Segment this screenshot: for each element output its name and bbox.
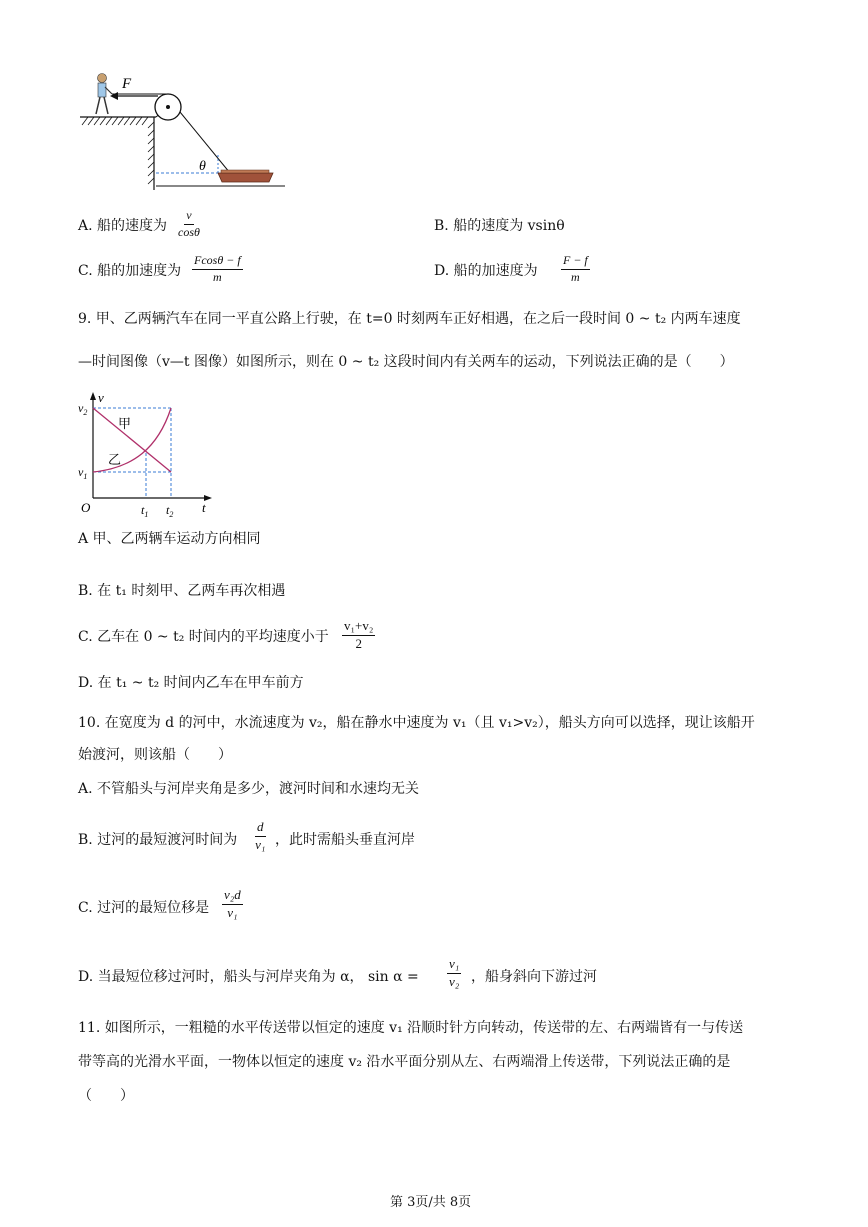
q10-option-d-fraction: $\frac{\text{v₁}}{\text{v₂}}$ — [449, 956, 460, 989]
q8-option-c[interactable]: C. 船的加速度为 — [78, 263, 182, 279]
q10-option-d-suffix: ，船身斜向下游过河 — [471, 969, 597, 985]
pulley-boat-figure — [78, 70, 293, 195]
q9-option-a[interactable]: A 甲、乙两辆车运动方向相同 — [78, 531, 261, 547]
q10-option-c[interactable]: C. 过河的最短位移是 — [78, 900, 210, 916]
jia-label: 甲 — [118, 416, 132, 431]
q9-option-b[interactable]: B. 在 t₁ 时刻甲、乙两车再次相遇 — [78, 583, 286, 599]
v1-label: $v_1$ — [78, 465, 88, 481]
t2-label: $t_2$ — [166, 503, 174, 518]
q8-option-a[interactable]: A. 船的速度为 — [78, 218, 168, 234]
q10-option-b-fraction: $\frac{d}{\text{v₁}}$ — [255, 819, 266, 852]
q11-stem-line3: （ ） — [78, 1088, 134, 1104]
q9-option-c[interactable]: C. 乙车在 0 ~ t₂ 时间内的平均速度小于 — [78, 629, 329, 645]
boat-icon — [218, 170, 273, 182]
origin-label: O — [81, 500, 91, 515]
t-axis-label: t — [202, 500, 206, 515]
q9-stem-line1: 9. 甲、乙两辆汽车在同一平直公路上行驶，在 t=0 时刻两车正好相遇，在之后一段时间 0 ~ t₂ 内两车速度 — [78, 311, 741, 327]
q8-option-c-fraction: $\frac{Fcos\theta - f}{m}$ — [194, 253, 241, 284]
q9-option-d[interactable]: D. 在 t₁ ~ t₂ 时间内乙车在甲车前方 — [78, 675, 304, 691]
q11-stem-line2: 带等高的光滑水平面，一物体以恒定的速度 v₂ 沿水平面分别从左、右两端滑上传送带，下列说法正确的是 — [78, 1054, 731, 1070]
page-footer: 第 3页/共 8页 — [390, 1195, 472, 1210]
q8-option-a-fraction: $\frac{v}{\cos\theta}$ — [178, 208, 200, 239]
q10-stem-line1: 10. 在宽度为 d 的河中，水流速度为 v₂，船在静水中速度为 v₁（且 v₁>v₂），船头方向可以选择，现让该船开 — [78, 715, 755, 731]
v2-label: $v_2$ — [78, 401, 88, 417]
force-label: F — [122, 76, 132, 92]
jia-line — [93, 408, 171, 472]
q9-option-c-fraction: $\frac{\text{v₁+v₂}}{2}$ — [344, 618, 374, 651]
yi-label: 乙 — [108, 452, 122, 467]
q10-stem-line2: 始渡河，则该船（ ） — [78, 747, 232, 763]
angle-label: θ — [199, 159, 206, 174]
q11-stem-line1: 11. 如图所示，一粗糙的水平传送带以恒定的速度 v₁ 沿顺时针方向转动，传送带的左、右两端皆有一与传送 — [78, 1020, 744, 1036]
q8-option-d-fraction: $\frac{F - f}{m}$ — [563, 253, 588, 284]
v-axis-label: v — [98, 390, 104, 405]
q9-stem-line2: —时间图像（v—t 图像）如图所示，则在 0 ~ t₂ 这段时间内有关两车的运动，下列说法正确的是（ ） — [78, 354, 734, 370]
person-icon — [96, 74, 112, 115]
q8-option-b[interactable]: B. 船的速度为 vsinθ — [434, 218, 565, 234]
vt-graph — [78, 390, 218, 518]
q10-option-c-fraction: $\frac{\text{v₂d}}{\text{v₁}}$ — [224, 887, 241, 920]
q10-option-b-suffix: ，此时需船头垂直河岸 — [275, 832, 415, 848]
q10-option-b[interactable]: B. 过河的最短渡河时间为 — [78, 832, 238, 848]
q10-option-d[interactable]: D. 当最短位移过河时，船头与河岸夹角为 α， sin α = — [78, 969, 419, 985]
t1-label: $t_1$ — [141, 503, 149, 518]
q10-option-a[interactable]: A. 不管船头与河岸夹角是多少，渡河时间和水速均无关 — [78, 781, 420, 797]
q8-option-d[interactable]: D. 船的加速度为 — [434, 263, 538, 279]
